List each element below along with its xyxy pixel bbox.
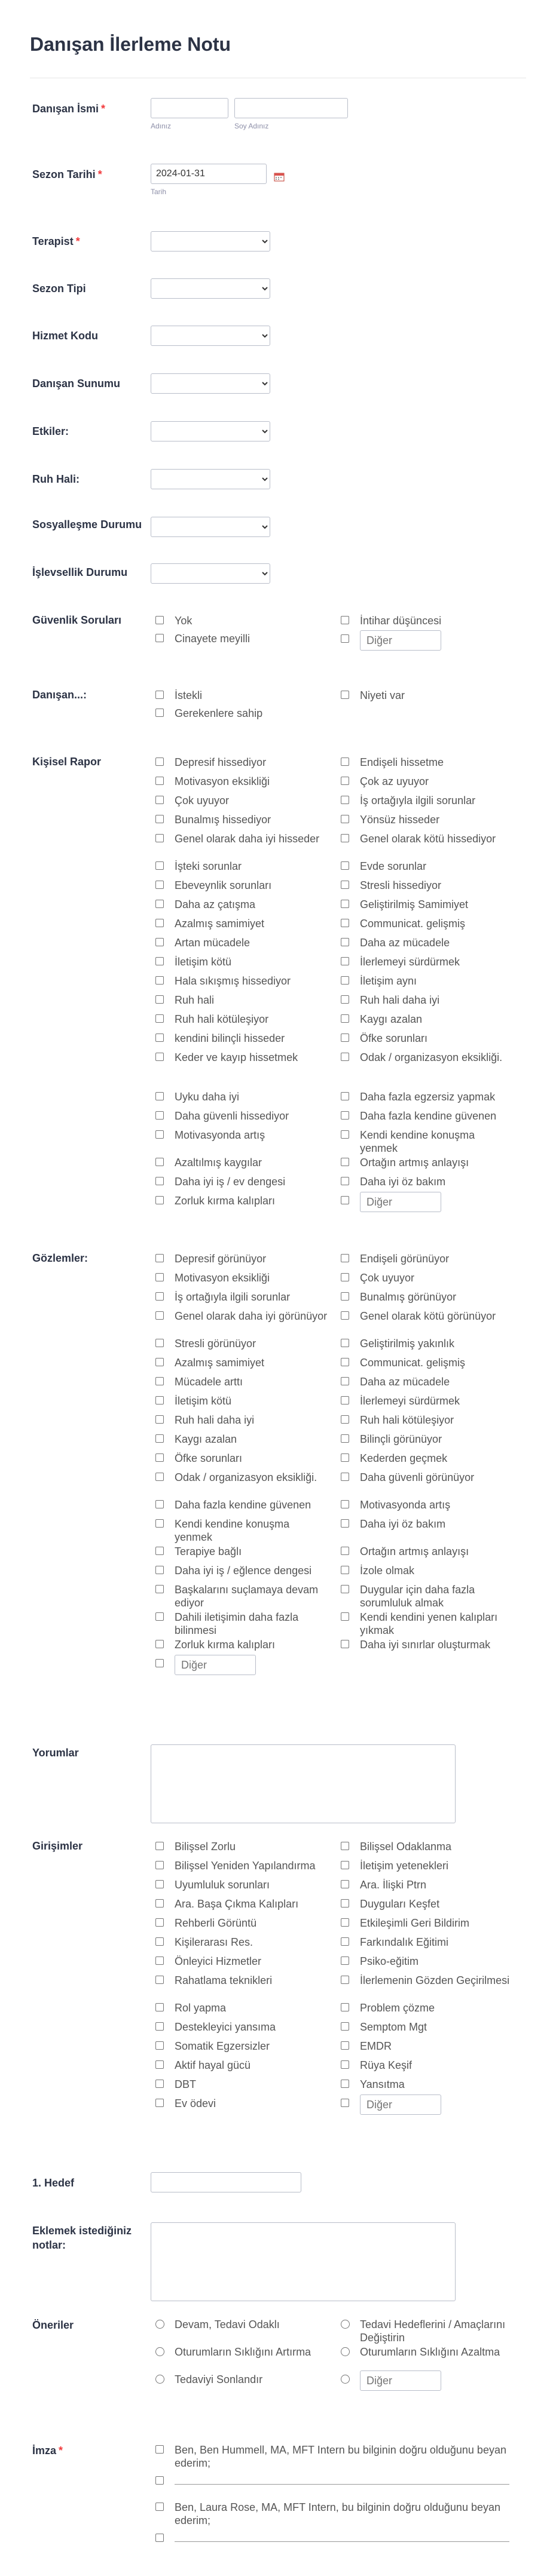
checkbox[interactable] [341, 1053, 349, 1061]
observations-option-label: Terapiye bağlı [175, 1545, 242, 1557]
interventions-option-label: Bilişsel Odaklanma [360, 1841, 452, 1853]
checkbox[interactable] [341, 1519, 349, 1528]
recommendations-option-label: Tedavi Hedeflerini / Amaçlarını Değiştirin [360, 2319, 506, 2344]
observations-option-label: Çok uyuyor [360, 1272, 415, 1284]
checkbox[interactable] [341, 1092, 349, 1100]
checkbox[interactable] [341, 1500, 349, 1508]
checkbox[interactable] [155, 1311, 164, 1320]
checkbox[interactable] [341, 1130, 349, 1139]
checkbox[interactable] [155, 1585, 164, 1593]
checkbox[interactable] [155, 1842, 164, 1850]
personal-report-option-label: Azalmış samimiyet [175, 918, 265, 930]
interventions-option-label: Rehberli Görüntü [175, 1917, 257, 1929]
checkbox[interactable] [155, 861, 164, 870]
checkbox[interactable] [155, 2476, 164, 2485]
checkbox[interactable] [155, 2080, 164, 2088]
checkbox[interactable] [155, 2503, 164, 2511]
checkbox[interactable] [155, 938, 164, 946]
interventions-option-label: EMDR [360, 2040, 392, 2052]
interventions-option-label: Uyumluluk sorunları [175, 1879, 270, 1891]
checkbox[interactable] [341, 881, 349, 889]
personal-report-option-label: Motivasyon eksikliği [175, 775, 270, 787]
checkbox[interactable] [155, 1880, 164, 1888]
service-code-select[interactable] [151, 326, 270, 346]
observations-option-label: Ortağın artmış anlayışı [360, 1545, 469, 1557]
checkbox[interactable] [341, 691, 349, 699]
checkbox[interactable] [155, 1547, 164, 1555]
checkbox[interactable] [155, 1273, 164, 1281]
personal-report-option-label: Çok az uyuyor [360, 775, 429, 787]
personal-report-option-label: Çok uyuyor [175, 795, 230, 806]
interventions-option-label: Rüya Keşif [360, 2059, 413, 2071]
checkbox[interactable] [341, 919, 349, 927]
personal-report-option-label: Uyku daha iyi [175, 1091, 240, 1103]
interventions-option-label: Bilişsel Yeniden Yapılandırma [175, 1860, 316, 1872]
form-title: Danışan İlerleme Notu [30, 33, 231, 55]
checkbox[interactable] [341, 2080, 349, 2088]
personal-report-option-label: Kendi kendine konuşma yenmek [360, 1129, 475, 1154]
checkbox[interactable] [341, 1899, 349, 1908]
checkbox[interactable] [341, 1434, 349, 1443]
checkbox[interactable] [155, 758, 164, 766]
observations-option-label: Daha az mücadele [360, 1376, 450, 1388]
personal-report-option-label: Keder ve kayıp hissetmek [175, 1051, 298, 1063]
checkbox[interactable] [155, 1976, 164, 1984]
personal-report-option-label: Ruh hali kötüleşiyor [175, 1013, 269, 1025]
checkbox[interactable] [341, 758, 349, 766]
checkbox[interactable] [341, 1453, 349, 1462]
checkbox[interactable] [155, 1130, 164, 1139]
checkbox[interactable] [155, 2003, 164, 2011]
personal-report-option-label: Bunalmış hissediyor [175, 814, 271, 826]
checkbox[interactable] [155, 881, 164, 889]
checkbox[interactable] [155, 1053, 164, 1061]
mood-label: Ruh Hali: [32, 473, 80, 485]
personal-report-option-label: İletişim kötü [175, 956, 232, 968]
checkbox[interactable] [341, 2022, 349, 2031]
personal-report-option-label: İletişim aynı [360, 975, 417, 987]
personal-report-option-label: Stresli hissediyor [360, 879, 442, 891]
client-presentation-select[interactable] [151, 373, 270, 394]
observations-option-label: Endişeli görünüyor [360, 1253, 450, 1265]
observations-option-label: İletişim kötü [175, 1395, 232, 1407]
checkbox[interactable] [341, 2003, 349, 2011]
checkbox[interactable] [155, 709, 164, 717]
observations-option-label: Başkalarını suçlamaya devam ediyor [175, 1584, 319, 1609]
signature-line[interactable] [175, 2541, 509, 2542]
mood-select[interactable] [151, 469, 270, 489]
checkbox[interactable] [155, 1566, 164, 1574]
checkbox[interactable] [341, 1612, 349, 1621]
client-is-option-label: Gerekenlere sahip [175, 707, 263, 719]
observations-label: Gözlemler: [32, 1252, 88, 1264]
checkbox[interactable] [341, 1311, 349, 1320]
safety-other-input[interactable] [360, 630, 441, 651]
recommendations-option-label: Tedaviyi Sonlandır [175, 2373, 263, 2385]
radio-button[interactable] [155, 2320, 164, 2329]
therapist-select[interactable] [151, 231, 270, 252]
client-is-option-label: Niyeti var [360, 689, 405, 701]
checkbox[interactable] [155, 1434, 164, 1443]
checkbox[interactable] [155, 2534, 164, 2542]
checkbox[interactable] [341, 1547, 349, 1555]
personal-report-option-label: Daha güvenli hissediyor [175, 1110, 289, 1122]
checkbox[interactable] [155, 1339, 164, 1347]
checkbox[interactable] [155, 1956, 164, 1965]
checkbox[interactable] [155, 1473, 164, 1481]
observations-option-label: Daha iyi öz bakım [360, 1518, 446, 1530]
observations-option-label: Genel olarak daha iyi görünüyor [175, 1310, 328, 1322]
signature-option-label: Ben, Ben Hummell, MA, MFT Intern bu bilginin doğru olduğunu beyan ederim; [175, 2444, 506, 2469]
checkbox[interactable] [341, 1196, 349, 1204]
interventions-option-label: İlerlemenin Gözden Geçirilmesi [360, 1974, 510, 1986]
observations-option-label: Ruh hali kötüleşiyor [360, 1414, 454, 1426]
checkbox[interactable] [155, 1254, 164, 1262]
service-code-label: Hizmet Kodu [32, 330, 98, 342]
personal-report-option-label: Depresif hissediyor [175, 756, 267, 768]
checkbox[interactable] [155, 1377, 164, 1385]
observations-option-label: Daha güvenli görünüyor [360, 1471, 475, 1483]
personal-report-option-label: Daha fazla kendine güvenen [360, 1110, 497, 1122]
personal-report-option-label: Yönsüz hisseder [360, 814, 440, 826]
interventions-option-label: DBT [175, 2078, 196, 2090]
interventions-option-label: Destekleyici yansıma [175, 2021, 276, 2033]
radio-button[interactable] [341, 2375, 350, 2384]
personal-report-option-label: Ruh hali [175, 994, 215, 1006]
checkbox[interactable] [155, 1034, 164, 1042]
observations-option-label: İlerlemeyi sürdürmek [360, 1395, 460, 1407]
personal-report-option-label: Odak / organizasyon eksikliği. [360, 1051, 503, 1063]
functionality-select[interactable] [151, 563, 270, 584]
personal-report-option-label: İş ortağıyla ilgili sorunlar [360, 795, 476, 806]
session-date-input[interactable] [151, 164, 267, 184]
personal-report-option-label: Daha iyi öz bakım [360, 1176, 446, 1188]
checkbox[interactable] [341, 1358, 349, 1366]
observations-option-label: Bilinçli görünüyor [360, 1433, 442, 1445]
checkbox[interactable] [155, 815, 164, 823]
interventions-option-label: Kişilerarası Res. [175, 1936, 253, 1948]
observations-option-label: Dahili iletişimin daha fazla bilinmesi [175, 1611, 299, 1636]
therapist-label: Terapist * [32, 235, 80, 247]
observations-option-label: Geliştirilmiş yakınlık [360, 1338, 455, 1350]
checkbox[interactable] [155, 1396, 164, 1404]
checkbox[interactable] [155, 691, 164, 699]
checkbox[interactable] [341, 1273, 349, 1281]
interventions-option-label: Rol yapma [175, 2002, 227, 2014]
checkbox[interactable] [341, 2041, 349, 2050]
interventions-option-label: Semptom Mgt [360, 2021, 427, 2033]
personal-report-other-input[interactable] [360, 1192, 441, 1212]
checkbox[interactable] [341, 1339, 349, 1347]
client-is-option-label: İstekli [175, 689, 203, 701]
checkbox[interactable] [341, 1158, 349, 1166]
checkbox[interactable] [155, 976, 164, 985]
personal-report-option-label: Daha az çatışma [175, 898, 256, 910]
observations-option-label: Daha fazla kendine güvenen [175, 1499, 311, 1511]
interventions-option-label: Yansıtma [360, 2078, 405, 2090]
checkbox[interactable] [341, 861, 349, 870]
checkbox[interactable] [155, 1659, 164, 1667]
checkbox[interactable] [341, 1292, 349, 1301]
checkbox[interactable] [341, 777, 349, 785]
personal-report-option-label: Öfke sorunları [360, 1032, 428, 1044]
socialization-select[interactable] [151, 517, 270, 537]
observations-option-label: İzole olmak [360, 1565, 415, 1577]
observations-option-label: Öfke sorunları [175, 1452, 243, 1464]
checkbox[interactable] [155, 957, 164, 965]
recommendations-option-label: Oturumların Sıklığını Artırma [175, 2346, 311, 2358]
checkbox[interactable] [341, 1014, 349, 1023]
notes-textarea[interactable] [151, 2222, 456, 2301]
checkbox[interactable] [155, 919, 164, 927]
checkbox[interactable] [155, 1861, 164, 1869]
first-name-input[interactable] [151, 98, 228, 118]
calendar-icon[interactable] [274, 172, 285, 182]
interventions-option-label: İletişim yetenekleri [360, 1860, 449, 1872]
personal-report-option-label: İlerlemeyi sürdürmek [360, 956, 460, 968]
checkbox[interactable] [155, 834, 164, 842]
client-is-label: Danışan...: [32, 689, 87, 701]
signature-line[interactable] [175, 2484, 509, 2485]
personal-report-option-label: Endişeli hissetme [360, 756, 444, 768]
checkbox[interactable] [155, 1918, 164, 1927]
checkbox[interactable] [341, 1254, 349, 1262]
personal-report-option-label: Evde sorunlar [360, 860, 427, 872]
observations-option-label: Kederden geçmek [360, 1452, 448, 1464]
checkbox[interactable] [155, 900, 164, 908]
checkbox[interactable] [155, 1358, 164, 1366]
radio-button[interactable] [155, 2375, 164, 2384]
personal-report-option-label: Ortağın artmış anlayışı [360, 1157, 469, 1169]
notes-label: Eklemek istediğiniz notlar: [32, 2225, 132, 2251]
personal-report-option-label: Zorluk kırma kalıpları [175, 1195, 276, 1207]
checkbox[interactable] [155, 2099, 164, 2107]
interventions-option-label: Farkındalık Eğitimi [360, 1936, 449, 1948]
personal-report-option-label: Ruh hali daha iyi [360, 994, 440, 1006]
signature-label: İmza * [32, 2445, 63, 2457]
checkbox[interactable] [341, 995, 349, 1004]
checkbox[interactable] [155, 616, 164, 624]
session-date-label: Sezon Tarihi * [32, 168, 102, 180]
client-presentation-label: Danışan Sunumu [32, 378, 121, 390]
observations-option-label: Odak / organizasyon eksikliği. [175, 1471, 317, 1483]
checkbox[interactable] [155, 1177, 164, 1185]
signature-option-label: Ben, Laura Rose, MA, MFT Intern, bu bilginin doğru olduğunu beyan ederim; [175, 2501, 501, 2526]
observations-other-input[interactable] [175, 1655, 256, 1675]
session-type-select[interactable] [151, 278, 270, 299]
interventions-option-label: Rahatlama teknikleri [175, 1974, 273, 1986]
checkbox[interactable] [341, 957, 349, 965]
personal-report-label: Kişisel Rapor [32, 756, 102, 768]
interventions-option-label: Bilişsel Zorlu [175, 1841, 236, 1853]
observations-option-label: Kaygı azalan [175, 1433, 237, 1445]
functionality-label: İşlevsellik Durumu [32, 566, 128, 578]
checkbox[interactable] [341, 2099, 349, 2107]
recommendations-option-label: Oturumların Sıklığını Azaltma [360, 2346, 500, 2358]
goal1-input[interactable] [151, 2172, 301, 2192]
checkbox[interactable] [341, 1473, 349, 1481]
personal-report-option-label: Motivasyonda artış [175, 1129, 265, 1141]
personal-report-option-label: İşteki sorunlar [175, 860, 242, 872]
checkbox[interactable] [341, 1111, 349, 1120]
checkbox[interactable] [155, 1453, 164, 1462]
checkbox[interactable] [341, 938, 349, 946]
checkbox[interactable] [341, 2060, 349, 2069]
affect-select[interactable] [151, 421, 270, 441]
checkbox[interactable] [341, 1880, 349, 1888]
checkbox[interactable] [155, 1158, 164, 1166]
observations-option-label: Duygular için daha fazla sorumluluk almak [360, 1584, 475, 1609]
personal-report-option-label: Daha iyi iş / ev dengesi [175, 1176, 286, 1188]
checkbox[interactable] [341, 616, 349, 624]
session-type-label: Sezon Tipi [32, 283, 86, 295]
observations-option-label: Kendi kendine konuşma yenmek [175, 1518, 290, 1543]
recommendations-label: Öneriler [32, 2319, 74, 2331]
checkbox[interactable] [341, 834, 349, 842]
last-name-sublabel: Soy Adınız [234, 122, 269, 130]
observations-option-label: Azalmış samimiyet [175, 1357, 265, 1369]
checkbox[interactable] [341, 1034, 349, 1042]
checkbox[interactable] [155, 2060, 164, 2069]
checkbox[interactable] [341, 1566, 349, 1574]
interventions-other-input[interactable] [360, 2094, 441, 2115]
interventions-option-label: Ara. İlişki Ptrn [360, 1879, 427, 1891]
observations-option-label: İş ortağıyla ilgili sorunlar [175, 1291, 291, 1303]
checkbox[interactable] [341, 1396, 349, 1404]
checkbox[interactable] [155, 2041, 164, 2050]
observations-option-label: Bunalmış görünüyor [360, 1291, 457, 1303]
observations-option-label: Zorluk kırma kalıpları [175, 1639, 276, 1651]
personal-report-option-label: kendini bilinçli hisseder [175, 1032, 285, 1044]
interventions-label: Girişimler [32, 1840, 83, 1852]
observations-option-label: Motivasyonda artış [360, 1499, 451, 1511]
checkbox[interactable] [341, 1177, 349, 1185]
checkbox[interactable] [341, 796, 349, 804]
last-name-input[interactable] [234, 98, 348, 118]
interventions-option-label: Aktif hayal gücü [175, 2059, 251, 2071]
interventions-option-label: Ara. Başa Çıkma Kalıpları [175, 1898, 299, 1910]
interventions-option-label: Problem çözme [360, 2002, 435, 2014]
comments-textarea[interactable] [151, 1744, 456, 1823]
checkbox[interactable] [155, 777, 164, 785]
checkbox[interactable] [341, 815, 349, 823]
first-name-sublabel: Adınız [151, 122, 172, 130]
personal-report-option-label: Daha fazla egzersiz yapmak [360, 1091, 496, 1103]
client-name-label: Danışan İsmi * [32, 103, 106, 115]
radio-button[interactable] [341, 2347, 350, 2356]
checkbox[interactable] [341, 1377, 349, 1385]
checkbox[interactable] [341, 634, 349, 643]
checkbox[interactable] [155, 1899, 164, 1908]
observations-option-label: Stresli görünüyor [175, 1338, 256, 1350]
checkbox[interactable] [341, 1918, 349, 1927]
checkbox[interactable] [155, 2022, 164, 2031]
checkbox[interactable] [341, 1842, 349, 1850]
checkbox[interactable] [155, 1519, 164, 1528]
affect-label: Etkiler: [32, 425, 69, 437]
personal-report-option-label: Geliştirilmiş Samimiyet [360, 898, 469, 910]
checkbox[interactable] [155, 1415, 164, 1424]
checkbox[interactable] [155, 1092, 164, 1100]
checkbox[interactable] [341, 900, 349, 908]
observations-option-label: Kendi kendini yenen kalıpları yıkmak [360, 1611, 498, 1636]
interventions-option-label: Psiko-eğitim [360, 1955, 419, 1967]
session-date-sublabel: Tarih [151, 188, 167, 196]
checkbox[interactable] [341, 1861, 349, 1869]
checkbox[interactable] [155, 1196, 164, 1204]
personal-report-option-label: Artan mücadele [175, 937, 250, 949]
checkbox[interactable] [155, 1612, 164, 1621]
personal-report-option-label: Communicat. gelişmiş [360, 918, 466, 930]
checkbox[interactable] [341, 1976, 349, 1984]
interventions-option-label: Duyguları Keşfet [360, 1898, 440, 1910]
checkbox[interactable] [155, 1937, 164, 1946]
interventions-option-label: Etkileşimli Geri Bildirim [360, 1917, 470, 1929]
observations-option-label: Daha iyi iş / eğlence dengesi [175, 1565, 312, 1577]
personal-report-option-label: Ebeveynlik sorunları [175, 879, 272, 891]
observations-option-label: Communicat. gelişmiş [360, 1357, 466, 1369]
observations-option-label: Genel olarak kötü görünüyor [360, 1310, 496, 1322]
personal-report-option-label: Azaltılmış kaygılar [175, 1157, 262, 1169]
checkbox[interactable] [341, 1937, 349, 1946]
interventions-option-label: Somatik Egzersizler [175, 2040, 270, 2052]
radio-button[interactable] [155, 2347, 164, 2356]
checkbox[interactable] [155, 995, 164, 1004]
observations-option-label: Depresif görünüyor [175, 1253, 267, 1265]
interventions-option-label: Önleyici Hizmetler [175, 1955, 262, 1967]
checkbox[interactable] [341, 976, 349, 985]
recommendations-option-label: Devam, Tedavi Odaklı [175, 2319, 280, 2330]
checkbox[interactable] [155, 1014, 164, 1023]
socialization-label: Sosyalleşme Durumu [32, 519, 142, 530]
checkbox[interactable] [341, 1956, 349, 1965]
interventions-option-label: Ev ödevi [175, 2097, 216, 2109]
personal-report-option-label: Daha az mücadele [360, 937, 450, 949]
checkbox[interactable] [155, 1640, 164, 1648]
goal1-label: 1. Hedef [32, 2177, 75, 2189]
personal-report-option-label: Hala sıkışmış hissediyor [175, 975, 291, 987]
checkbox[interactable] [155, 634, 164, 642]
checkbox[interactable] [341, 1415, 349, 1424]
radio-button[interactable] [341, 2320, 350, 2329]
checkbox[interactable] [155, 796, 164, 804]
personal-report-option-label: Genel olarak daha iyi hisseder [175, 833, 320, 845]
safety-option-label: İntihar düşüncesi [360, 615, 442, 627]
recommendations-other-input[interactable] [360, 2370, 441, 2391]
observations-option-label: Daha iyi sınırlar oluşturmak [360, 1639, 491, 1651]
checkbox[interactable] [155, 1500, 164, 1508]
checkbox[interactable] [155, 2445, 164, 2454]
safety-option-label: Cinayete meyilli [175, 633, 250, 645]
safety-label: Güvenlik Soruları [32, 614, 122, 626]
personal-report-option-label: Kaygı azalan [360, 1013, 423, 1025]
personal-report-option-label: Genel olarak kötü hissediyor [360, 833, 496, 845]
checkbox[interactable] [155, 1292, 164, 1301]
checkbox[interactable] [341, 1585, 349, 1593]
checkbox[interactable] [155, 1111, 164, 1120]
observations-option-label: Motivasyon eksikliği [175, 1272, 270, 1284]
comments-label: Yorumlar [32, 1747, 79, 1759]
observations-option-label: Ruh hali daha iyi [175, 1414, 255, 1426]
safety-option-label: Yok [175, 615, 193, 627]
checkbox[interactable] [341, 1640, 349, 1648]
observations-option-label: Mücadele arttı [175, 1376, 243, 1388]
